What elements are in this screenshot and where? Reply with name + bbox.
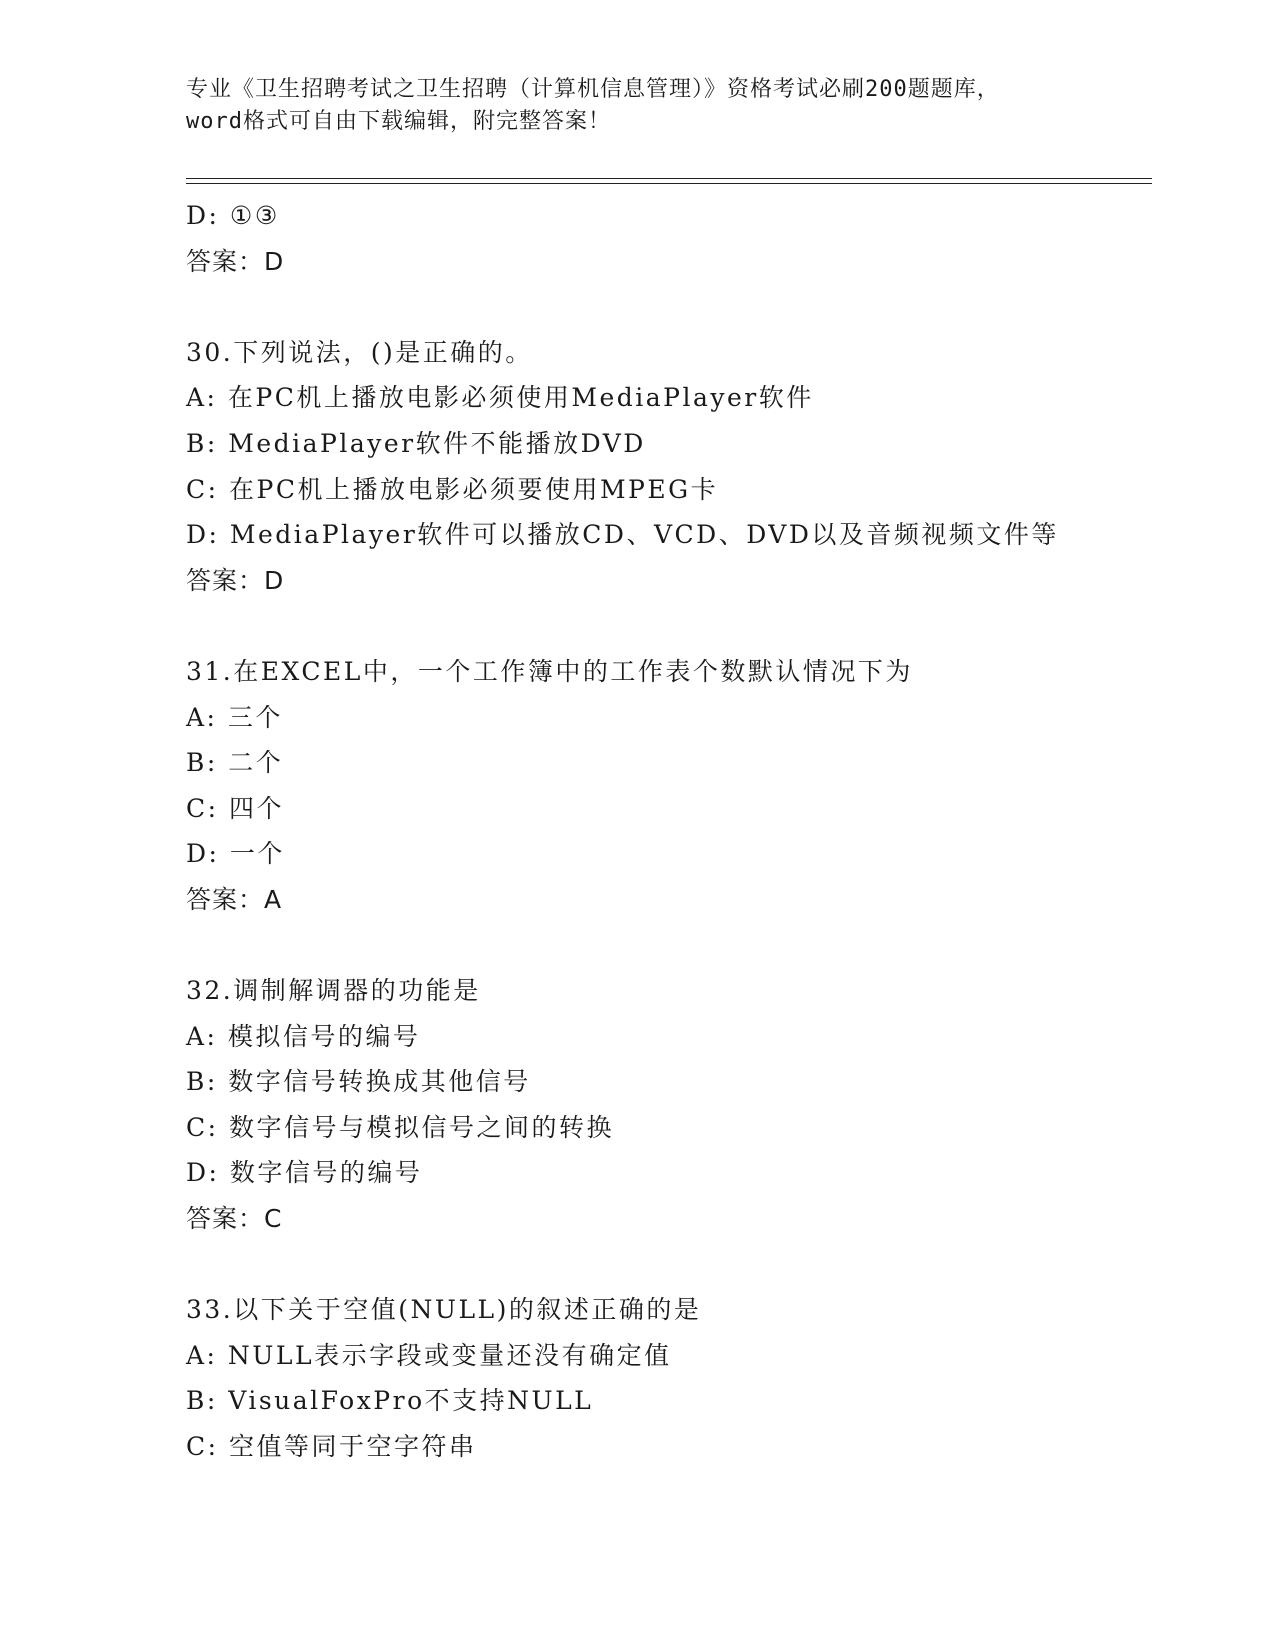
question-list <box>186 193 1186 1470</box>
question-32 <box>186 968 1186 1242</box>
spacer <box>186 284 1186 330</box>
question-30 <box>186 330 1186 604</box>
spacer <box>186 923 1186 969</box>
header-title-line-1: 专业《卫生招聘考试之卫生招聘（计算机信息管理）》资格考试必刷200题题库， <box>186 77 1000 102</box>
header-divider-bottom <box>186 183 1152 184</box>
question-33 <box>186 1287 1186 1469</box>
header-divider-top <box>186 178 1152 179</box>
option-b: B: VisualFoxPro不支持NULL <box>186 1386 594 1416</box>
option-b: B: MediaPlayer软件不能播放DVD <box>186 428 646 458</box>
question-stem: 32.调制解调器的功能是 <box>186 976 481 1006</box>
option-a: A: 在PC机上播放电影必须使用MediaPlayer软件 <box>186 383 814 413</box>
option-a: A: 三个 <box>186 702 283 732</box>
answer-line: 答案：A <box>186 884 283 914</box>
previous-option-d: D: ①③ <box>186 201 280 230</box>
spacer <box>186 603 1186 649</box>
header-title-line-2: word格式可自由下载编辑，附完整答案！ <box>186 109 611 134</box>
document-header <box>186 74 1086 138</box>
spacer <box>186 1242 1186 1288</box>
option-a: A: NULL表示字段或变量还没有确定值 <box>186 1340 672 1370</box>
answer-line: 答案：C <box>186 1204 283 1234</box>
option-d: D: MediaPlayer软件可以播放CD、VCD、DVD以及音频视频文件等 <box>186 520 1059 550</box>
question-stem: 33.以下关于空值(NULL)的叙述正确的是 <box>186 1295 702 1325</box>
option-b: B: 数字信号转换成其他信号 <box>186 1067 531 1097</box>
option-c: C: 数字信号与模拟信号之间的转换 <box>186 1112 614 1142</box>
option-b: B: 二个 <box>186 748 284 778</box>
question-stem: 31.在EXCEL中，一个工作簿中的工作表个数默认情况下为 <box>186 656 913 686</box>
option-c: C: 四个 <box>186 793 284 823</box>
question-31 <box>186 649 1186 923</box>
option-a: A: 模拟信号的编号 <box>186 1021 421 1051</box>
option-d: D: 一个 <box>186 839 285 869</box>
option-d: D: 数字信号的编号 <box>186 1158 423 1188</box>
previous-answer: 答案：D <box>186 246 285 276</box>
option-c: C: 在PC机上播放电影必须要使用MPEG卡 <box>186 474 719 504</box>
question-stem: 30.下列说法，()是正确的。 <box>186 337 533 367</box>
option-c: C: 空值等同于空字符串 <box>186 1432 477 1462</box>
answer-line: 答案：D <box>186 565 285 595</box>
